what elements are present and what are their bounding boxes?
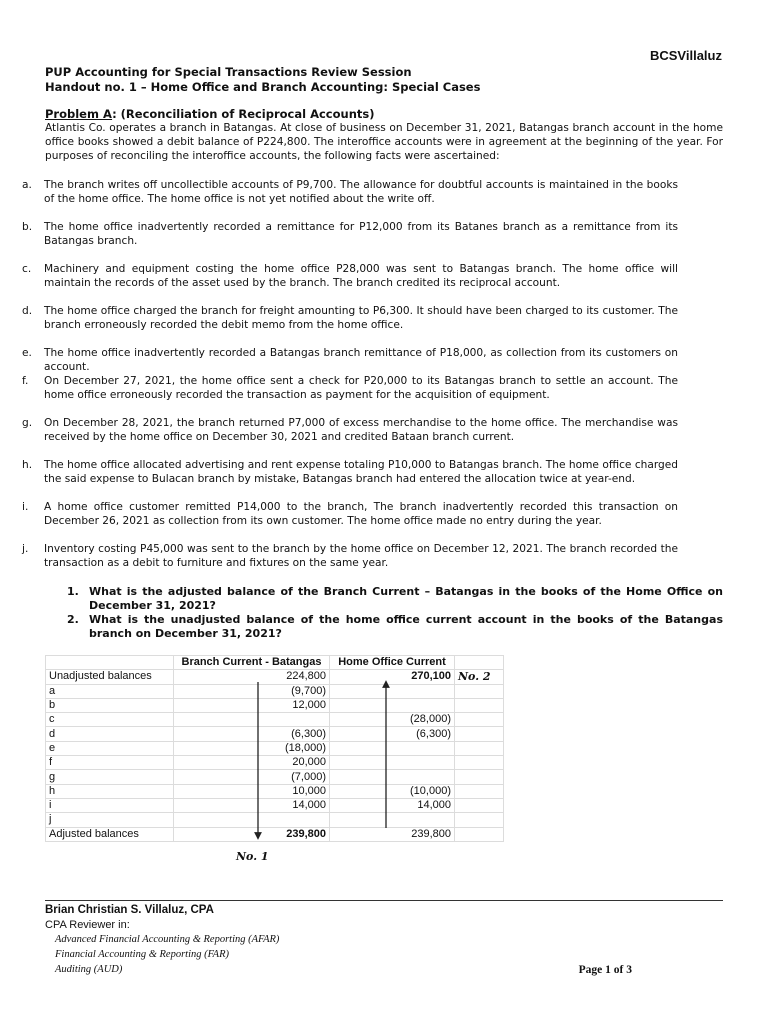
- table-row: i 14,000 14,000: [46, 798, 504, 812]
- footer-subject: Advanced Financial Accounting & Reporting (AFAR): [55, 934, 280, 945]
- table-row: h 10,000 (10,000): [46, 784, 504, 798]
- author-tag: BCSVillaluz: [649, 48, 722, 63]
- answer-label-no2: No. 2: [455, 670, 504, 684]
- table-row: d (6,300) (6,300): [46, 727, 504, 741]
- document-page: BCSVillaluz PUP Accounting for Special Transactions Review Session Handout no. 1 – Home Office and Branch Accounting: Special Cases Problem A: (Reconciliation of Reciprocal Accounts) Atlantis Co. operates a branch in Batangas. At close of business on December 31, 2021, Batangas branch account in the home office books showed a debit balance of P224,800. The interoffice accounts were in agreement at the beginning of the year. For purposes of reconciling the interoffice accounts, the following facts were ascertained: a. The branch writes off uncollectible accounts of P9,700. The allowance for doubtful accounts is maintained in the books of the home office. The home office is not yet notified about the write off. b. The home office inadvertently recorded a remittance for P12,000 from its Batanes branch as a remittance from its Batangas branch. c. Machinery and equipment costing the home office P28,000 was sent to Batangas branch. The home office will maintain the records of the asset used by the branch. The branch credited its reciprocal account. d. The home office charged the branch for freight amounting to P6,300. It should have been charged to its customer. The branch erroneously recorded the debit memo from the home office. e. The home office inadvertently recorded a Batangas branch remittance of P18,000, as collection from its customers on account. f. On December 27, 2021, the home office sent a check for P20,000 to its Batangas branch to settle an account. The home office erroneously recorded the transaction as payment for the acquisition of equipment. g. On December 28, 2021, the branch returned P7,000 of excess merchandise to the home office. The merchandise was received by the home office on December 30, 2021 and credited Bataan branch current. h. The home office allocated advertising and rent expense totaling P10,000 to Batangas branch. The home office charged the said expense to Bulacan branch by mistake, Batangas branch had entered the allocation twice at year-end. i. A home office customer remitted P14,000 to the branch, The branch inadvertently recorded this transaction on December 26, 2021 as collection from its own customer. The home office made no entry during the year. j. Inventory costing P45,000 was sent to the branch by the home office on December 12, 2021. The branch recorded the transaction as a debit to furniture and fixtures on the same year. 1. What is the adjusted balance of the Branch Current – Batangas in the books of the Home Office on December 31, 2021? 2. What is the unadjusted balance of the home office current account in the books of the Batangas branch on December 31, 2021? Branch Current - Batangas Home Office Current Unadjusted balances 224,800 270,100 No. 2 a (9,700) b 12,000 c (28,000) d (6,300) (6,300) e (18,000) f 20,000 g (7,000) h 10,000 (10,000) i 14,000 14,000 j Adjusted balances 239,800 239,800 No. 1 Brian Christian S. Villaluz, CPA CPA Reviewer in: Advanced Financial Accounting & Reporting (AFAR) Financial Accounting & Reporting (FAR) Auditing (AUD) Page 1 of 3: [0, 0, 768, 1024]
- table-header-cell: [46, 656, 174, 670]
- problem-subtitle: : (Reconciliation of Reciprocal Accounts): [112, 107, 375, 121]
- table-row: c (28,000): [46, 713, 504, 727]
- table-row: g (7,000): [46, 770, 504, 784]
- problem-label: Problem A: [45, 107, 113, 121]
- session-title: PUP Accounting for Special Transactions Review Session: [45, 65, 412, 79]
- footer-reviewer: CPA Reviewer in:: [45, 919, 130, 931]
- table-row: b 12,000: [46, 698, 504, 712]
- reconciliation-table: [45, 655, 504, 842]
- footer-divider: [45, 900, 723, 901]
- table-total-row: Adjusted balances 239,800 239,800: [46, 827, 504, 841]
- table-header-row: [46, 656, 504, 670]
- footer-subject: Auditing (AUD): [55, 964, 123, 975]
- adjusted-home-office-current: 239,800: [330, 827, 455, 841]
- table-header-cell: Branch Current - Batangas: [174, 656, 330, 670]
- table-row: Unadjusted balances 224,800 270,100 No. 2: [46, 670, 504, 684]
- footer-subject: Financial Accounting & Reporting (FAR): [55, 949, 229, 960]
- page-number: Page 1 of 3: [578, 964, 632, 976]
- table-row: j: [46, 813, 504, 827]
- table-row: f 20,000: [46, 756, 504, 770]
- problem-intro: Atlantis Co. operates a branch in Batangas. At close of business on December 31, 2021, Batangas branch account in the home office books showed a debit balance of P224,800. The interoffice accounts were in agreement at the beginning of the year. For purposes of reconciling the interoffice accounts, the following facts were ascertained:: [45, 122, 723, 162]
- problem-heading: [45, 107, 374, 121]
- table-row: e (18,000): [46, 741, 504, 755]
- table-header-cell: [455, 656, 504, 670]
- table-header-cell: Home Office Current: [330, 656, 455, 670]
- handout-title: Handout no. 1 – Home Office and Branch Accounting: Special Cases: [45, 80, 481, 94]
- answer-label-no1: No. 1: [236, 850, 269, 863]
- adjusted-branch-current: 239,800: [174, 827, 330, 841]
- footer-author: Brian Christian S. Villaluz, CPA: [45, 904, 214, 916]
- table-row: a (9,700): [46, 684, 504, 698]
